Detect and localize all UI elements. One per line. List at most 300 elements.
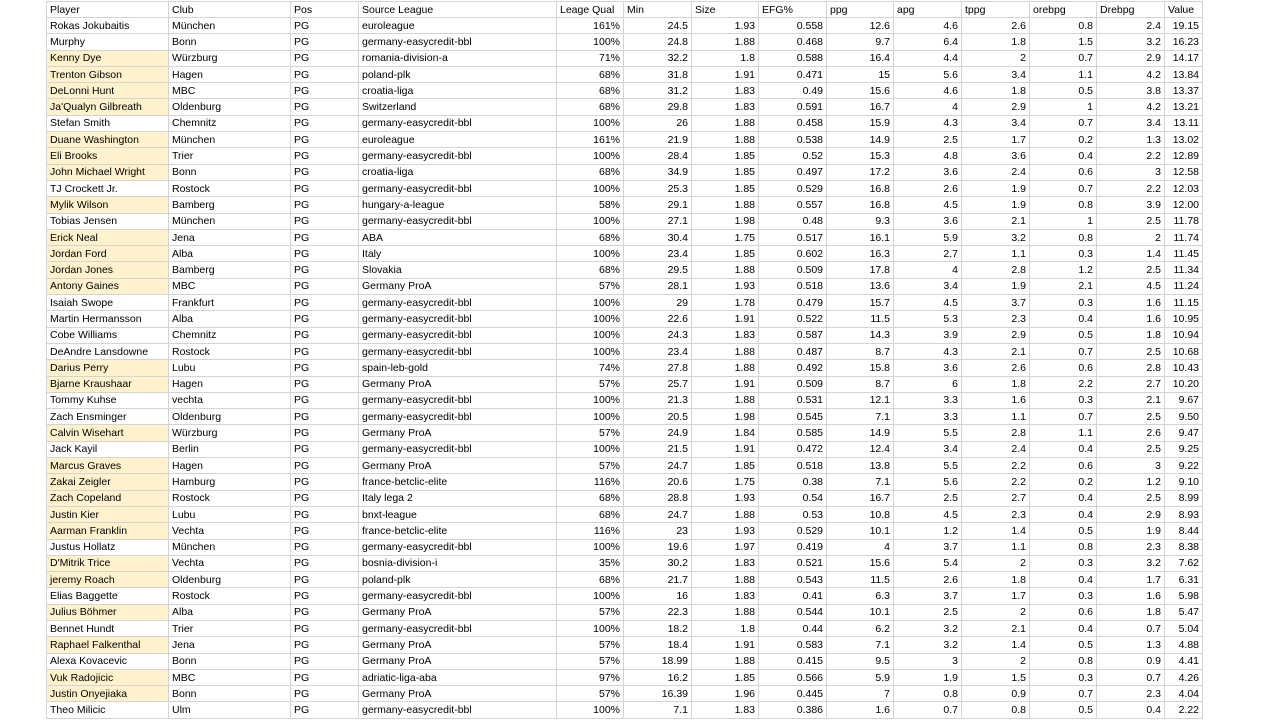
cell-min[interactable]: 20.6 xyxy=(624,474,692,490)
cell-pos[interactable]: PG xyxy=(291,99,359,115)
cell-size[interactable]: 1.83 xyxy=(692,702,759,718)
cell-size[interactable]: 1.88 xyxy=(692,506,759,522)
cell-efg[interactable]: 0.583 xyxy=(759,637,827,653)
cell-ppg[interactable]: 7.1 xyxy=(827,637,894,653)
cell-pos[interactable]: PG xyxy=(291,18,359,34)
cell-drebpg[interactable]: 3.2 xyxy=(1097,34,1165,50)
cell-orebpg[interactable]: 2.1 xyxy=(1030,278,1097,294)
cell-min[interactable]: 30.4 xyxy=(624,229,692,245)
cell-efg[interactable]: 0.531 xyxy=(759,392,827,408)
cell-player[interactable]: Rokas Jokubaitis xyxy=(47,18,169,34)
cell-efg[interactable]: 0.518 xyxy=(759,458,827,474)
cell-player[interactable]: DeAndre Lansdowne xyxy=(47,343,169,359)
cell-player[interactable]: Tommy Kuhse xyxy=(47,392,169,408)
cell-min[interactable]: 21.3 xyxy=(624,392,692,408)
cell-orebpg[interactable]: 1.1 xyxy=(1030,425,1097,441)
cell-ppg[interactable]: 14.9 xyxy=(827,132,894,148)
cell-efg[interactable]: 0.472 xyxy=(759,441,827,457)
cell-apg[interactable]: 4.4 xyxy=(894,50,962,66)
cell-drebpg[interactable]: 2.5 xyxy=(1097,409,1165,425)
cell-source-league[interactable]: Germany ProA xyxy=(359,604,557,620)
cell-pos[interactable]: PG xyxy=(291,588,359,604)
cell-orebpg[interactable]: 1 xyxy=(1030,99,1097,115)
cell-tppg[interactable]: 2 xyxy=(962,555,1030,571)
cell-drebpg[interactable]: 3.8 xyxy=(1097,83,1165,99)
cell-apg[interactable]: 3.6 xyxy=(894,164,962,180)
cell-min[interactable]: 26 xyxy=(624,115,692,131)
cell-value[interactable]: 5.04 xyxy=(1165,620,1203,636)
cell-source-league[interactable]: germany-easycredit-bbl xyxy=(359,34,557,50)
cell-orebpg[interactable]: 0.7 xyxy=(1030,343,1097,359)
cell-player[interactable]: Alexa Kovacevic xyxy=(47,653,169,669)
cell-value[interactable]: 10.68 xyxy=(1165,343,1203,359)
cell-pos[interactable]: PG xyxy=(291,83,359,99)
cell-min[interactable]: 21.7 xyxy=(624,572,692,588)
cell-min[interactable]: 31.2 xyxy=(624,83,692,99)
cell-player[interactable]: Erick Neal xyxy=(47,229,169,245)
cell-drebpg[interactable]: 2 xyxy=(1097,229,1165,245)
cell-drebpg[interactable]: 2.7 xyxy=(1097,376,1165,392)
cell-orebpg[interactable]: 1.1 xyxy=(1030,66,1097,82)
cell-tppg[interactable]: 2 xyxy=(962,50,1030,66)
cell-leage-qual[interactable]: 116% xyxy=(557,523,624,539)
cell-apg[interactable]: 0.7 xyxy=(894,702,962,718)
cell-efg[interactable]: 0.588 xyxy=(759,50,827,66)
cell-leage-qual[interactable]: 100% xyxy=(557,409,624,425)
cell-leage-qual[interactable]: 100% xyxy=(557,213,624,229)
cell-club[interactable]: MBC xyxy=(169,83,291,99)
cell-size[interactable]: 1.88 xyxy=(692,343,759,359)
cell-efg[interactable]: 0.585 xyxy=(759,425,827,441)
cell-leage-qual[interactable]: 58% xyxy=(557,197,624,213)
cell-min[interactable]: 19.6 xyxy=(624,539,692,555)
cell-ppg[interactable]: 12.4 xyxy=(827,441,894,457)
cell-ppg[interactable]: 16.7 xyxy=(827,490,894,506)
cell-drebpg[interactable]: 1.3 xyxy=(1097,132,1165,148)
cell-tppg[interactable]: 2.3 xyxy=(962,506,1030,522)
cell-club[interactable]: Bamberg xyxy=(169,262,291,278)
cell-leage-qual[interactable]: 161% xyxy=(557,132,624,148)
cell-player[interactable]: D'Mitrik Trice xyxy=(47,555,169,571)
cell-apg[interactable]: 2.5 xyxy=(894,604,962,620)
cell-source-league[interactable]: Germany ProA xyxy=(359,425,557,441)
cell-min[interactable]: 24.5 xyxy=(624,18,692,34)
cell-orebpg[interactable]: 0.7 xyxy=(1030,180,1097,196)
cell-size[interactable]: 1.85 xyxy=(692,180,759,196)
header-cell-orebpg[interactable]: orebpg xyxy=(1030,2,1097,18)
cell-leage-qual[interactable]: 68% xyxy=(557,164,624,180)
cell-player[interactable]: jeremy Roach xyxy=(47,572,169,588)
cell-drebpg[interactable]: 2.6 xyxy=(1097,425,1165,441)
cell-player[interactable]: John Michael Wright xyxy=(47,164,169,180)
cell-leage-qual[interactable]: 100% xyxy=(557,539,624,555)
cell-ppg[interactable]: 11.5 xyxy=(827,311,894,327)
cell-source-league[interactable]: germany-easycredit-bbl xyxy=(359,539,557,555)
cell-drebpg[interactable]: 3 xyxy=(1097,164,1165,180)
cell-orebpg[interactable]: 0.6 xyxy=(1030,164,1097,180)
cell-club[interactable]: Hagen xyxy=(169,458,291,474)
cell-min[interactable]: 22.3 xyxy=(624,604,692,620)
cell-source-league[interactable]: germany-easycredit-bbl xyxy=(359,180,557,196)
cell-tppg[interactable]: 2.4 xyxy=(962,164,1030,180)
cell-drebpg[interactable]: 1.6 xyxy=(1097,311,1165,327)
cell-tppg[interactable]: 1.5 xyxy=(962,669,1030,685)
cell-club[interactable]: Lubu xyxy=(169,360,291,376)
cell-club[interactable]: Rostock xyxy=(169,343,291,359)
cell-club[interactable]: MBC xyxy=(169,278,291,294)
cell-player[interactable]: Eli Brooks xyxy=(47,148,169,164)
cell-value[interactable]: 10.20 xyxy=(1165,376,1203,392)
cell-pos[interactable]: PG xyxy=(291,66,359,82)
cell-club[interactable]: Berlin xyxy=(169,441,291,457)
cell-leage-qual[interactable]: 35% xyxy=(557,555,624,571)
cell-size[interactable]: 1.91 xyxy=(692,66,759,82)
cell-leage-qual[interactable]: 68% xyxy=(557,229,624,245)
cell-club[interactable]: Jena xyxy=(169,637,291,653)
cell-source-league[interactable]: germany-easycredit-bbl xyxy=(359,620,557,636)
cell-drebpg[interactable]: 1.6 xyxy=(1097,588,1165,604)
cell-value[interactable]: 10.95 xyxy=(1165,311,1203,327)
cell-min[interactable]: 24.9 xyxy=(624,425,692,441)
cell-source-league[interactable]: Germany ProA xyxy=(359,376,557,392)
cell-club[interactable]: Vechta xyxy=(169,555,291,571)
cell-player[interactable]: Zakai Zeigler xyxy=(47,474,169,490)
cell-source-league[interactable]: romania-division-a xyxy=(359,50,557,66)
header-cell-leage-qual[interactable]: Leage Qual xyxy=(557,2,624,18)
cell-size[interactable]: 1.83 xyxy=(692,588,759,604)
cell-tppg[interactable]: 1.6 xyxy=(962,392,1030,408)
cell-min[interactable]: 24.7 xyxy=(624,506,692,522)
cell-source-league[interactable]: germany-easycredit-bbl xyxy=(359,441,557,457)
cell-min[interactable]: 23.4 xyxy=(624,246,692,262)
cell-ppg[interactable]: 9.5 xyxy=(827,653,894,669)
cell-efg[interactable]: 0.538 xyxy=(759,132,827,148)
cell-tppg[interactable]: 0.8 xyxy=(962,702,1030,718)
cell-club[interactable]: Alba xyxy=(169,246,291,262)
cell-min[interactable]: 31.8 xyxy=(624,66,692,82)
cell-value[interactable]: 9.67 xyxy=(1165,392,1203,408)
cell-min[interactable]: 24.3 xyxy=(624,327,692,343)
cell-efg[interactable]: 0.509 xyxy=(759,262,827,278)
cell-orebpg[interactable]: 0.7 xyxy=(1030,115,1097,131)
cell-drebpg[interactable]: 3 xyxy=(1097,458,1165,474)
cell-leage-qual[interactable]: 68% xyxy=(557,490,624,506)
cell-apg[interactable]: 5.5 xyxy=(894,458,962,474)
cell-club[interactable]: Vechta xyxy=(169,523,291,539)
cell-size[interactable]: 1.91 xyxy=(692,376,759,392)
cell-apg[interactable]: 5.3 xyxy=(894,311,962,327)
cell-value[interactable]: 2.22 xyxy=(1165,702,1203,718)
cell-size[interactable]: 1.93 xyxy=(692,18,759,34)
cell-apg[interactable]: 3.2 xyxy=(894,620,962,636)
cell-player[interactable]: Stefan Smith xyxy=(47,115,169,131)
cell-pos[interactable]: PG xyxy=(291,34,359,50)
cell-apg[interactable]: 3.3 xyxy=(894,409,962,425)
cell-size[interactable]: 1.84 xyxy=(692,425,759,441)
cell-drebpg[interactable]: 2.9 xyxy=(1097,50,1165,66)
cell-ppg[interactable]: 15.8 xyxy=(827,360,894,376)
cell-source-league[interactable]: Germany ProA xyxy=(359,653,557,669)
cell-pos[interactable]: PG xyxy=(291,392,359,408)
cell-efg[interactable]: 0.492 xyxy=(759,360,827,376)
cell-size[interactable]: 1.93 xyxy=(692,490,759,506)
cell-pos[interactable]: PG xyxy=(291,490,359,506)
cell-pos[interactable]: PG xyxy=(291,474,359,490)
cell-ppg[interactable]: 8.7 xyxy=(827,343,894,359)
cell-ppg[interactable]: 17.2 xyxy=(827,164,894,180)
cell-player[interactable]: Mylik Wilson xyxy=(47,197,169,213)
cell-tppg[interactable]: 2.9 xyxy=(962,327,1030,343)
cell-size[interactable]: 1.88 xyxy=(692,115,759,131)
cell-club[interactable]: vechta xyxy=(169,392,291,408)
cell-club[interactable]: Jena xyxy=(169,229,291,245)
cell-source-league[interactable]: Italy lega 2 xyxy=(359,490,557,506)
cell-player[interactable]: TJ Crockett Jr. xyxy=(47,180,169,196)
cell-size[interactable]: 1.91 xyxy=(692,637,759,653)
cell-apg[interactable]: 3.6 xyxy=(894,360,962,376)
cell-pos[interactable]: PG xyxy=(291,360,359,376)
cell-drebpg[interactable]: 2.5 xyxy=(1097,262,1165,278)
cell-min[interactable]: 18.4 xyxy=(624,637,692,653)
cell-min[interactable]: 24.7 xyxy=(624,458,692,474)
cell-pos[interactable]: PG xyxy=(291,115,359,131)
cell-leage-qual[interactable]: 100% xyxy=(557,620,624,636)
cell-apg[interactable]: 2.5 xyxy=(894,490,962,506)
cell-club[interactable]: Bonn xyxy=(169,686,291,702)
cell-source-league[interactable]: Switzerland xyxy=(359,99,557,115)
cell-efg[interactable]: 0.419 xyxy=(759,539,827,555)
cell-apg[interactable]: 4 xyxy=(894,99,962,115)
cell-ppg[interactable]: 15.6 xyxy=(827,83,894,99)
cell-drebpg[interactable]: 1.8 xyxy=(1097,327,1165,343)
cell-ppg[interactable]: 12.6 xyxy=(827,18,894,34)
cell-club[interactable]: Chemnitz xyxy=(169,327,291,343)
cell-value[interactable]: 10.94 xyxy=(1165,327,1203,343)
cell-tppg[interactable]: 3.7 xyxy=(962,295,1030,311)
cell-size[interactable]: 1.85 xyxy=(692,164,759,180)
cell-orebpg[interactable]: 0.4 xyxy=(1030,441,1097,457)
header-cell-value[interactable]: Value xyxy=(1165,2,1203,18)
cell-efg[interactable]: 0.458 xyxy=(759,115,827,131)
cell-ppg[interactable]: 10.1 xyxy=(827,604,894,620)
cell-leage-qual[interactable]: 68% xyxy=(557,506,624,522)
cell-orebpg[interactable]: 0.4 xyxy=(1030,620,1097,636)
header-cell-source-league[interactable]: Source League xyxy=(359,2,557,18)
cell-ppg[interactable]: 15.3 xyxy=(827,148,894,164)
cell-drebpg[interactable]: 1.7 xyxy=(1097,572,1165,588)
cell-size[interactable]: 1.91 xyxy=(692,441,759,457)
cell-player[interactable]: Jordan Jones xyxy=(47,262,169,278)
cell-apg[interactable]: 4.5 xyxy=(894,506,962,522)
cell-club[interactable]: Chemnitz xyxy=(169,115,291,131)
cell-apg[interactable]: 3.9 xyxy=(894,327,962,343)
cell-efg[interactable]: 0.41 xyxy=(759,588,827,604)
cell-leage-qual[interactable]: 57% xyxy=(557,686,624,702)
cell-tppg[interactable]: 1.7 xyxy=(962,132,1030,148)
cell-value[interactable]: 5.98 xyxy=(1165,588,1203,604)
cell-orebpg[interactable]: 0.6 xyxy=(1030,604,1097,620)
cell-source-league[interactable]: Germany ProA xyxy=(359,278,557,294)
cell-orebpg[interactable]: 0.4 xyxy=(1030,506,1097,522)
cell-drebpg[interactable]: 4.5 xyxy=(1097,278,1165,294)
cell-player[interactable]: Kenny Dye xyxy=(47,50,169,66)
cell-orebpg[interactable]: 2.2 xyxy=(1030,376,1097,392)
cell-player[interactable]: Martin Hermansson xyxy=(47,311,169,327)
cell-leage-qual[interactable]: 116% xyxy=(557,474,624,490)
cell-club[interactable]: Alba xyxy=(169,604,291,620)
cell-tppg[interactable]: 1.8 xyxy=(962,34,1030,50)
cell-ppg[interactable]: 15.9 xyxy=(827,115,894,131)
cell-value[interactable]: 19.15 xyxy=(1165,18,1203,34)
cell-min[interactable]: 18.99 xyxy=(624,653,692,669)
cell-orebpg[interactable]: 0.5 xyxy=(1030,327,1097,343)
cell-tppg[interactable]: 1.9 xyxy=(962,180,1030,196)
cell-orebpg[interactable]: 0.2 xyxy=(1030,132,1097,148)
cell-min[interactable]: 30.2 xyxy=(624,555,692,571)
cell-efg[interactable]: 0.49 xyxy=(759,83,827,99)
cell-pos[interactable]: PG xyxy=(291,278,359,294)
cell-apg[interactable]: 2.5 xyxy=(894,132,962,148)
cell-pos[interactable]: PG xyxy=(291,376,359,392)
cell-apg[interactable]: 1.9 xyxy=(894,669,962,685)
cell-ppg[interactable]: 8.7 xyxy=(827,376,894,392)
cell-pos[interactable]: PG xyxy=(291,425,359,441)
cell-orebpg[interactable]: 0.8 xyxy=(1030,18,1097,34)
cell-pos[interactable]: PG xyxy=(291,262,359,278)
cell-value[interactable]: 13.37 xyxy=(1165,83,1203,99)
cell-tppg[interactable]: 1.1 xyxy=(962,246,1030,262)
cell-orebpg[interactable]: 0.4 xyxy=(1030,311,1097,327)
cell-orebpg[interactable]: 0.4 xyxy=(1030,572,1097,588)
cell-orebpg[interactable]: 0.5 xyxy=(1030,83,1097,99)
cell-min[interactable]: 18.2 xyxy=(624,620,692,636)
cell-player[interactable]: Murphy xyxy=(47,34,169,50)
cell-value[interactable]: 8.38 xyxy=(1165,539,1203,555)
cell-pos[interactable]: PG xyxy=(291,653,359,669)
cell-value[interactable]: 12.03 xyxy=(1165,180,1203,196)
cell-value[interactable]: 11.34 xyxy=(1165,262,1203,278)
cell-size[interactable]: 1.75 xyxy=(692,474,759,490)
cell-source-league[interactable]: adriatic-liga-aba xyxy=(359,669,557,685)
cell-size[interactable]: 1.98 xyxy=(692,409,759,425)
cell-ppg[interactable]: 9.3 xyxy=(827,213,894,229)
cell-pos[interactable]: PG xyxy=(291,50,359,66)
cell-drebpg[interactable]: 1.8 xyxy=(1097,604,1165,620)
cell-ppg[interactable]: 16.8 xyxy=(827,197,894,213)
cell-apg[interactable]: 3.7 xyxy=(894,539,962,555)
cell-player[interactable]: Bjarne Kraushaar xyxy=(47,376,169,392)
cell-source-league[interactable]: croatia-liga xyxy=(359,83,557,99)
cell-efg[interactable]: 0.602 xyxy=(759,246,827,262)
cell-tppg[interactable]: 1.1 xyxy=(962,539,1030,555)
cell-efg[interactable]: 0.587 xyxy=(759,327,827,343)
cell-efg[interactable]: 0.386 xyxy=(759,702,827,718)
cell-size[interactable]: 1.97 xyxy=(692,539,759,555)
cell-efg[interactable]: 0.468 xyxy=(759,34,827,50)
cell-tppg[interactable]: 2.2 xyxy=(962,474,1030,490)
cell-drebpg[interactable]: 1.2 xyxy=(1097,474,1165,490)
cell-source-league[interactable]: spain-leb-gold xyxy=(359,360,557,376)
cell-size[interactable]: 1.83 xyxy=(692,327,759,343)
cell-club[interactable]: Rostock xyxy=(169,180,291,196)
cell-club[interactable]: Oldenburg xyxy=(169,99,291,115)
cell-value[interactable]: 7.62 xyxy=(1165,555,1203,571)
cell-club[interactable]: München xyxy=(169,18,291,34)
cell-drebpg[interactable]: 1.3 xyxy=(1097,637,1165,653)
cell-min[interactable]: 23 xyxy=(624,523,692,539)
cell-source-league[interactable]: germany-easycredit-bbl xyxy=(359,343,557,359)
cell-drebpg[interactable]: 2.5 xyxy=(1097,213,1165,229)
cell-player[interactable]: Theo Milicic xyxy=(47,702,169,718)
cell-club[interactable]: München xyxy=(169,213,291,229)
cell-value[interactable]: 11.78 xyxy=(1165,213,1203,229)
cell-player[interactable]: Calvin Wisehart xyxy=(47,425,169,441)
cell-apg[interactable]: 4 xyxy=(894,262,962,278)
cell-pos[interactable]: PG xyxy=(291,229,359,245)
cell-club[interactable]: Bonn xyxy=(169,34,291,50)
cell-player[interactable]: Elias Baggette xyxy=(47,588,169,604)
cell-orebpg[interactable]: 0.7 xyxy=(1030,686,1097,702)
cell-size[interactable]: 1.96 xyxy=(692,686,759,702)
cell-player[interactable]: Zach Copeland xyxy=(47,490,169,506)
cell-club[interactable]: Hamburg xyxy=(169,474,291,490)
cell-source-league[interactable]: germany-easycredit-bbl xyxy=(359,213,557,229)
cell-player[interactable]: Duane Washington xyxy=(47,132,169,148)
cell-leage-qual[interactable]: 100% xyxy=(557,34,624,50)
cell-efg[interactable]: 0.415 xyxy=(759,653,827,669)
cell-orebpg[interactable]: 0.3 xyxy=(1030,669,1097,685)
cell-tppg[interactable]: 2.1 xyxy=(962,620,1030,636)
cell-tppg[interactable]: 2 xyxy=(962,653,1030,669)
cell-source-league[interactable]: Germany ProA xyxy=(359,637,557,653)
cell-source-league[interactable]: germany-easycredit-bbl xyxy=(359,409,557,425)
cell-efg[interactable]: 0.521 xyxy=(759,555,827,571)
cell-club[interactable]: München xyxy=(169,539,291,555)
cell-club[interactable]: Trier xyxy=(169,148,291,164)
cell-leage-qual[interactable]: 100% xyxy=(557,702,624,718)
cell-drebpg[interactable]: 2.5 xyxy=(1097,441,1165,457)
cell-leage-qual[interactable]: 100% xyxy=(557,588,624,604)
header-cell-ppg[interactable]: ppg xyxy=(827,2,894,18)
cell-efg[interactable]: 0.497 xyxy=(759,164,827,180)
header-cell-club[interactable]: Club xyxy=(169,2,291,18)
cell-efg[interactable]: 0.522 xyxy=(759,311,827,327)
cell-leage-qual[interactable]: 68% xyxy=(557,99,624,115)
cell-player[interactable]: Jordan Ford xyxy=(47,246,169,262)
cell-leage-qual[interactable]: 100% xyxy=(557,246,624,262)
cell-size[interactable]: 1.88 xyxy=(692,197,759,213)
cell-source-league[interactable]: bosnia-division-i xyxy=(359,555,557,571)
cell-value[interactable]: 12.89 xyxy=(1165,148,1203,164)
cell-tppg[interactable]: 2.4 xyxy=(962,441,1030,457)
cell-pos[interactable]: PG xyxy=(291,506,359,522)
cell-ppg[interactable]: 17.8 xyxy=(827,262,894,278)
cell-club[interactable]: Rostock xyxy=(169,490,291,506)
cell-pos[interactable]: PG xyxy=(291,539,359,555)
cell-ppg[interactable]: 16.1 xyxy=(827,229,894,245)
cell-value[interactable]: 13.21 xyxy=(1165,99,1203,115)
cell-size[interactable]: 1.88 xyxy=(692,34,759,50)
cell-player[interactable]: DeLonni Hunt xyxy=(47,83,169,99)
cell-apg[interactable]: 3.2 xyxy=(894,637,962,653)
cell-tppg[interactable]: 3.6 xyxy=(962,148,1030,164)
cell-efg[interactable]: 0.471 xyxy=(759,66,827,82)
cell-orebpg[interactable]: 0.8 xyxy=(1030,197,1097,213)
cell-source-league[interactable]: Italy xyxy=(359,246,557,262)
cell-size[interactable]: 1.85 xyxy=(692,148,759,164)
cell-player[interactable]: Cobe Williams xyxy=(47,327,169,343)
cell-pos[interactable]: PG xyxy=(291,637,359,653)
